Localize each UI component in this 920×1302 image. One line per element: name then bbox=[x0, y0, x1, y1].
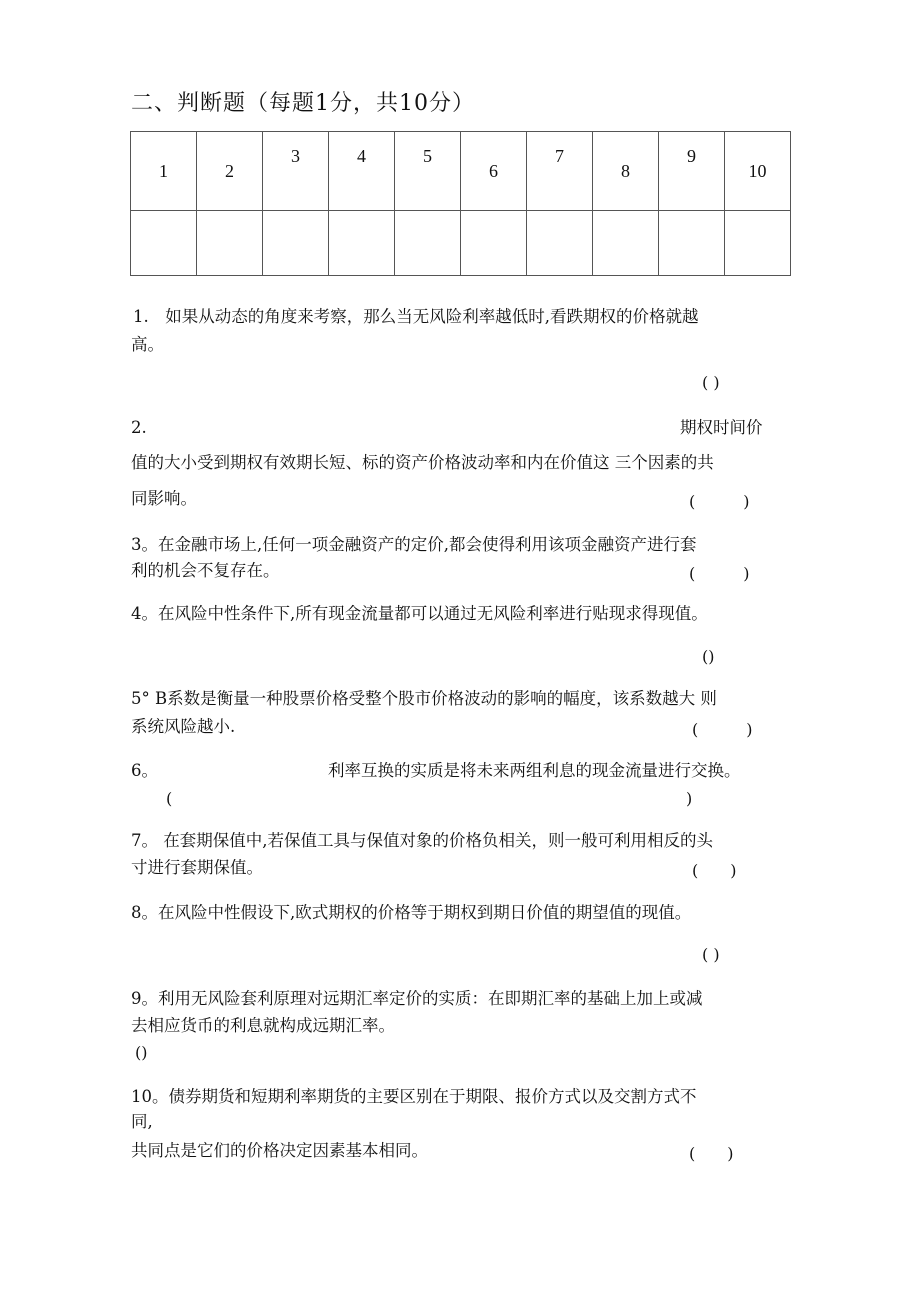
answer-blank-cell[interactable] bbox=[593, 211, 659, 276]
answer-number-cell: 1 bbox=[131, 132, 197, 211]
question-1-answer-paren[interactable]: ( ) bbox=[702, 373, 720, 392]
answer-number-cell: 10 bbox=[725, 132, 791, 211]
question-6-number: 6。 bbox=[131, 761, 158, 780]
question-10-line-3: 共同点是它们的价格决定因素基本相同。 bbox=[131, 1141, 428, 1160]
answer-number-cell: 3 bbox=[263, 132, 329, 211]
answer-number-cell: 9 bbox=[659, 132, 725, 211]
question-2-answer-paren[interactable]: ( ) bbox=[689, 492, 750, 511]
question-2-number: 2. bbox=[131, 418, 147, 437]
question-6-paren-close[interactable]: ) bbox=[686, 789, 693, 808]
question-7-line-2: 寸进行套期保值。 bbox=[131, 858, 263, 877]
question-7-answer-paren[interactable]: ( ) bbox=[692, 861, 737, 880]
answer-number-cell: 8 bbox=[593, 132, 659, 211]
question-6-paren-open[interactable]: ( bbox=[166, 789, 173, 808]
answer-blank-cell[interactable] bbox=[725, 211, 791, 276]
answer-number-cell: 4 bbox=[329, 132, 395, 211]
question-5-answer-paren[interactable]: ( ) bbox=[692, 720, 753, 739]
question-10-answer-paren[interactable]: ( ) bbox=[689, 1144, 734, 1163]
answer-number-cell: 2 bbox=[197, 132, 263, 211]
question-7-line-1: 7。 在套期保值中,若保值工具与保值对象的价格负相关，则一般可利用相反的头 bbox=[131, 831, 713, 850]
question-1-line-2: 高。 bbox=[131, 335, 164, 354]
question-9-line-2: 去相应货币的利息就构成远期汇率。 bbox=[131, 1016, 395, 1035]
question-5-line-2: 系统风险越小. bbox=[131, 717, 236, 736]
answer-table-blank-row bbox=[131, 211, 791, 276]
answer-blank-cell[interactable] bbox=[197, 211, 263, 276]
question-6-line-1: 利率互换的实质是将未来两组利息的现金流量进行交换。 bbox=[328, 761, 741, 780]
question-3-answer-paren[interactable]: ( ) bbox=[689, 564, 750, 583]
answer-blank-cell[interactable] bbox=[263, 211, 329, 276]
question-8-line-1: 8。在风险中性假设下,欧式期权的价格等于期权到期日价值的期望值的现值。 bbox=[131, 903, 692, 922]
answer-blank-cell[interactable] bbox=[395, 211, 461, 276]
question-2-line-tail: 期权时间价 bbox=[680, 418, 763, 437]
question-5-line-1: 5° B系数是衡量一种股票价格受整个股市价格波动的影响的幅度，该系数越大 则 bbox=[131, 689, 717, 708]
answer-number-cell: 7 bbox=[527, 132, 593, 211]
question-4-answer-paren[interactable]: () bbox=[702, 647, 715, 666]
answer-number-cell: 6 bbox=[461, 132, 527, 211]
answer-blank-cell[interactable] bbox=[131, 211, 197, 276]
question-3-line-1: 3。在金融市场上,任何一项金融资产的定价,都会使得利用该项金融资产进行套 bbox=[131, 535, 697, 554]
answer-table bbox=[130, 131, 791, 276]
question-9-answer-paren[interactable]: () bbox=[135, 1043, 148, 1062]
answer-blank-cell[interactable] bbox=[527, 211, 593, 276]
question-9-line-1: 9。利用无风险套利原理对远期汇率定价的实质：在即期汇率的基础上加上或减 bbox=[131, 989, 703, 1008]
answer-table-number-row bbox=[131, 132, 791, 211]
question-2-line-2: 同影响。 bbox=[131, 489, 197, 508]
answer-blank-cell[interactable] bbox=[659, 211, 725, 276]
answer-blank-cell[interactable] bbox=[461, 211, 527, 276]
question-2-line-1: 值的大小受到期权有效期长短、标的资产价格波动率和内在价值这 三个因素的共 bbox=[131, 453, 714, 472]
answer-number-cell: 5 bbox=[395, 132, 461, 211]
question-8-answer-paren[interactable]: ( ) bbox=[702, 945, 720, 964]
section-title: 二、判断题（每题1分，共10分） bbox=[131, 91, 475, 116]
question-3-line-2: 利的机会不复存在。 bbox=[131, 561, 280, 580]
question-4-line-1: 4。在风险中性条件下,所有现金流量都可以通过无风险利率进行贴现求得现值。 bbox=[131, 604, 708, 623]
question-10-line-1: 10。债券期货和短期利率期货的主要区别在于期限、报价方式以及交割方式不 bbox=[131, 1087, 697, 1106]
answer-blank-cell[interactable] bbox=[329, 211, 395, 276]
question-1-line-1: 1. 如果从动态的角度来考察，那么当无风险利率越低时,看跌期权的价格就越 bbox=[133, 307, 699, 326]
question-10-line-2: 同, bbox=[131, 1112, 153, 1131]
